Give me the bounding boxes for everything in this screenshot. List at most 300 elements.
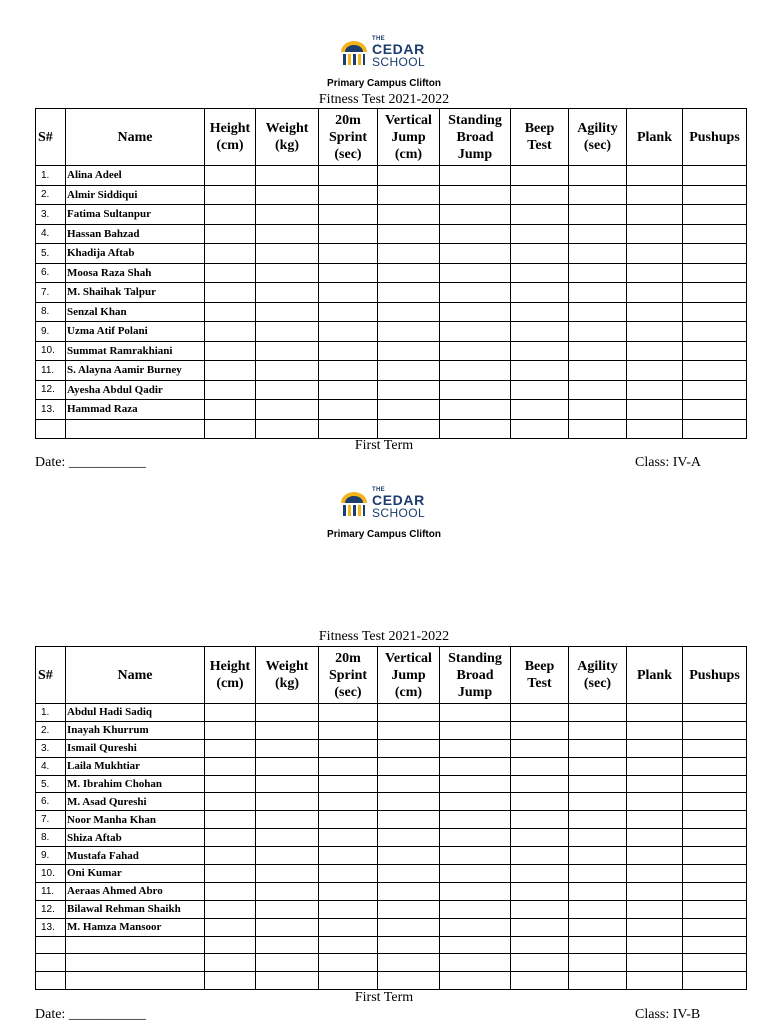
score-cell[interactable] — [683, 739, 747, 757]
score-cell[interactable] — [569, 322, 627, 342]
score-cell[interactable] — [440, 918, 511, 936]
serial-number-cell: 10. — [36, 865, 66, 883]
score-cell[interactable] — [511, 829, 569, 847]
score-cell[interactable] — [627, 739, 683, 757]
serial-number-cell: 6. — [36, 263, 66, 283]
score-cell[interactable] — [440, 829, 511, 847]
score-cell[interactable] — [683, 185, 747, 205]
score-cell[interactable] — [683, 224, 747, 244]
score-cell[interactable] — [627, 918, 683, 936]
score-cell[interactable] — [440, 704, 511, 722]
score-cell[interactable] — [378, 954, 440, 972]
score-cell[interactable] — [511, 757, 569, 775]
score-cell[interactable] — [683, 865, 747, 883]
score-cell[interactable] — [319, 918, 378, 936]
score-cell[interactable] — [627, 865, 683, 883]
score-cell[interactable] — [319, 361, 378, 381]
score-cell[interactable] — [511, 972, 569, 990]
column-header: 20m Sprint (sec) — [319, 647, 378, 704]
score-cell[interactable] — [511, 400, 569, 420]
student-name-cell: Bilawal Rehman Shaikh — [66, 900, 205, 918]
score-cell[interactable] — [205, 793, 256, 811]
score-cell[interactable] — [627, 793, 683, 811]
score-cell[interactable] — [569, 205, 627, 225]
score-cell[interactable] — [511, 721, 569, 739]
score-cell[interactable] — [256, 900, 319, 918]
score-cell[interactable] — [627, 954, 683, 972]
score-cell[interactable] — [569, 900, 627, 918]
score-cell[interactable] — [440, 972, 511, 990]
score-cell[interactable] — [569, 972, 627, 990]
score-cell[interactable] — [205, 166, 256, 186]
score-cell[interactable] — [683, 775, 747, 793]
score-cell[interactable] — [511, 847, 569, 865]
score-cell[interactable] — [319, 793, 378, 811]
score-cell[interactable] — [256, 882, 319, 900]
table-row — [36, 900, 747, 918]
score-cell[interactable] — [627, 936, 683, 954]
score-cell[interactable] — [319, 244, 378, 264]
score-cell[interactable] — [511, 341, 569, 361]
student-name-cell: Almir Siddiqui — [66, 185, 205, 205]
score-cell[interactable] — [511, 380, 569, 400]
score-cell[interactable] — [319, 380, 378, 400]
score-cell[interactable] — [569, 341, 627, 361]
score-cell[interactable] — [440, 865, 511, 883]
serial-number-cell: 13. — [36, 918, 66, 936]
score-cell[interactable] — [511, 704, 569, 722]
score-cell[interactable] — [440, 793, 511, 811]
score-cell[interactable] — [205, 739, 256, 757]
score-cell[interactable] — [205, 224, 256, 244]
score-cell[interactable] — [511, 918, 569, 936]
score-cell[interactable] — [205, 263, 256, 283]
score-cell[interactable] — [627, 811, 683, 829]
score-cell[interactable] — [378, 829, 440, 847]
score-cell[interactable] — [205, 972, 256, 990]
score-cell[interactable] — [205, 380, 256, 400]
score-cell[interactable] — [378, 972, 440, 990]
score-cell[interactable] — [511, 775, 569, 793]
score-cell[interactable] — [319, 283, 378, 303]
score-cell[interactable] — [683, 829, 747, 847]
score-cell[interactable] — [319, 419, 378, 439]
score-cell[interactable] — [627, 972, 683, 990]
score-cell[interactable] — [627, 847, 683, 865]
score-cell[interactable] — [569, 847, 627, 865]
score-cell[interactable] — [256, 322, 319, 342]
score-cell[interactable] — [319, 775, 378, 793]
score-cell[interactable] — [256, 419, 319, 439]
score-cell[interactable] — [378, 882, 440, 900]
score-cell[interactable] — [378, 936, 440, 954]
score-cell[interactable] — [319, 400, 378, 420]
score-cell[interactable] — [683, 361, 747, 381]
serial-number-cell: 2. — [36, 185, 66, 205]
score-cell[interactable] — [378, 322, 440, 342]
score-cell[interactable] — [378, 380, 440, 400]
score-cell[interactable] — [319, 865, 378, 883]
score-cell[interactable] — [627, 302, 683, 322]
score-cell[interactable] — [627, 775, 683, 793]
score-cell[interactable] — [440, 721, 511, 739]
score-cell[interactable] — [569, 283, 627, 303]
score-cell[interactable] — [319, 166, 378, 186]
score-cell[interactable] — [440, 185, 511, 205]
score-cell[interactable] — [683, 244, 747, 264]
score-cell[interactable] — [319, 954, 378, 972]
score-cell[interactable] — [440, 936, 511, 954]
score-cell[interactable] — [205, 704, 256, 722]
score-cell[interactable] — [683, 380, 747, 400]
score-cell[interactable] — [511, 263, 569, 283]
score-cell[interactable] — [683, 972, 747, 990]
score-cell[interactable] — [256, 757, 319, 775]
score-cell[interactable] — [256, 936, 319, 954]
score-cell[interactable] — [256, 865, 319, 883]
score-cell[interactable] — [205, 419, 256, 439]
score-cell[interactable] — [511, 166, 569, 186]
score-cell[interactable] — [205, 400, 256, 420]
score-cell[interactable] — [256, 954, 319, 972]
score-cell[interactable] — [205, 283, 256, 303]
score-cell[interactable] — [205, 361, 256, 381]
score-cell[interactable] — [378, 302, 440, 322]
score-cell[interactable] — [256, 400, 319, 420]
score-cell[interactable] — [569, 739, 627, 757]
score-cell[interactable] — [440, 263, 511, 283]
score-cell[interactable] — [205, 757, 256, 775]
score-cell[interactable] — [627, 721, 683, 739]
score-cell[interactable] — [683, 341, 747, 361]
score-cell[interactable] — [683, 847, 747, 865]
score-cell[interactable] — [569, 775, 627, 793]
score-cell[interactable] — [319, 721, 378, 739]
score-cell[interactable] — [627, 166, 683, 186]
score-cell[interactable] — [319, 811, 378, 829]
score-cell[interactable] — [683, 721, 747, 739]
score-cell[interactable] — [569, 704, 627, 722]
score-cell[interactable] — [440, 419, 511, 439]
score-cell[interactable] — [319, 341, 378, 361]
student-name-cell: Alina Adeel — [66, 166, 205, 186]
score-cell[interactable] — [256, 918, 319, 936]
score-cell[interactable] — [683, 918, 747, 936]
score-cell[interactable] — [683, 936, 747, 954]
score-cell[interactable] — [627, 704, 683, 722]
score-cell[interactable] — [627, 185, 683, 205]
score-cell[interactable] — [256, 185, 319, 205]
score-cell[interactable] — [440, 811, 511, 829]
score-cell[interactable] — [378, 721, 440, 739]
score-cell[interactable] — [319, 185, 378, 205]
score-cell[interactable] — [205, 954, 256, 972]
score-cell[interactable] — [683, 900, 747, 918]
score-cell[interactable] — [319, 224, 378, 244]
score-cell[interactable] — [256, 166, 319, 186]
score-cell[interactable] — [569, 757, 627, 775]
score-cell[interactable] — [378, 400, 440, 420]
score-cell[interactable] — [256, 380, 319, 400]
score-cell[interactable] — [319, 847, 378, 865]
student-name-cell: Inayah Khurrum — [66, 721, 205, 739]
score-cell[interactable] — [205, 811, 256, 829]
score-cell[interactable] — [569, 166, 627, 186]
score-cell[interactable] — [256, 739, 319, 757]
score-cell[interactable] — [569, 721, 627, 739]
score-cell[interactable] — [378, 166, 440, 186]
score-cell[interactable] — [205, 936, 256, 954]
score-cell[interactable] — [511, 302, 569, 322]
class-label: Class: IV-A — [635, 455, 701, 470]
score-cell[interactable] — [569, 865, 627, 883]
score-cell[interactable] — [627, 283, 683, 303]
score-cell[interactable] — [378, 704, 440, 722]
score-cell[interactable] — [683, 793, 747, 811]
score-cell[interactable] — [378, 185, 440, 205]
score-cell[interactable] — [256, 341, 319, 361]
score-cell[interactable] — [440, 361, 511, 381]
table-header-row — [36, 647, 747, 704]
score-cell[interactable] — [627, 900, 683, 918]
score-cell[interactable] — [205, 185, 256, 205]
score-cell[interactable] — [256, 244, 319, 264]
score-cell[interactable] — [256, 283, 319, 303]
score-cell[interactable] — [511, 224, 569, 244]
score-cell[interactable] — [511, 936, 569, 954]
score-cell[interactable] — [569, 224, 627, 244]
score-cell[interactable] — [256, 205, 319, 225]
student-name-cell: M. Hamza Mansoor — [66, 918, 205, 936]
score-cell[interactable] — [440, 757, 511, 775]
score-cell[interactable] — [319, 829, 378, 847]
score-cell[interactable] — [378, 847, 440, 865]
score-cell[interactable] — [511, 361, 569, 381]
score-cell[interactable] — [683, 263, 747, 283]
score-cell[interactable] — [569, 185, 627, 205]
score-cell[interactable] — [378, 419, 440, 439]
score-cell[interactable] — [511, 954, 569, 972]
score-cell[interactable] — [205, 882, 256, 900]
score-cell[interactable] — [256, 721, 319, 739]
score-cell[interactable] — [569, 361, 627, 381]
score-cell[interactable] — [440, 166, 511, 186]
score-cell[interactable] — [569, 244, 627, 264]
score-cell[interactable] — [205, 847, 256, 865]
score-cell[interactable] — [256, 224, 319, 244]
score-cell[interactable] — [511, 322, 569, 342]
score-cell[interactable] — [569, 811, 627, 829]
score-cell[interactable] — [319, 757, 378, 775]
score-cell[interactable] — [511, 244, 569, 264]
score-cell[interactable] — [440, 283, 511, 303]
score-cell[interactable] — [511, 283, 569, 303]
score-cell[interactable] — [627, 341, 683, 361]
serial-number-cell — [36, 954, 66, 972]
score-cell[interactable] — [378, 811, 440, 829]
score-cell[interactable] — [683, 322, 747, 342]
score-cell[interactable] — [378, 793, 440, 811]
score-cell[interactable] — [205, 900, 256, 918]
student-name-cell: Moosa Raza Shah — [66, 263, 205, 283]
score-cell[interactable] — [569, 793, 627, 811]
score-cell[interactable] — [205, 322, 256, 342]
score-cell[interactable] — [205, 302, 256, 322]
score-cell[interactable] — [205, 918, 256, 936]
student-name-cell — [66, 954, 205, 972]
score-cell[interactable] — [205, 721, 256, 739]
score-cell[interactable] — [683, 757, 747, 775]
score-cell[interactable] — [440, 954, 511, 972]
score-cell[interactable] — [627, 205, 683, 225]
score-cell[interactable] — [627, 829, 683, 847]
score-cell[interactable] — [440, 224, 511, 244]
score-cell[interactable] — [569, 302, 627, 322]
score-cell[interactable] — [378, 341, 440, 361]
score-cell[interactable] — [627, 244, 683, 264]
score-cell[interactable] — [256, 302, 319, 322]
score-cell[interactable] — [569, 419, 627, 439]
score-cell[interactable] — [256, 972, 319, 990]
score-cell[interactable] — [440, 244, 511, 264]
score-cell[interactable] — [205, 829, 256, 847]
student-name-cell: Fatima Sultanpur — [66, 205, 205, 225]
score-cell[interactable] — [378, 739, 440, 757]
score-cell[interactable] — [569, 954, 627, 972]
score-cell[interactable] — [511, 882, 569, 900]
score-cell[interactable] — [511, 419, 569, 439]
serial-number-cell — [36, 972, 66, 990]
score-cell[interactable] — [440, 882, 511, 900]
score-cell[interactable] — [683, 704, 747, 722]
score-cell[interactable] — [440, 739, 511, 757]
score-cell[interactable] — [569, 936, 627, 954]
student-rows — [36, 166, 747, 439]
score-cell[interactable] — [569, 380, 627, 400]
serial-number-cell: 1. — [36, 166, 66, 186]
score-cell[interactable] — [627, 322, 683, 342]
score-cell[interactable] — [440, 302, 511, 322]
score-cell[interactable] — [683, 166, 747, 186]
score-cell[interactable] — [378, 775, 440, 793]
score-cell[interactable] — [256, 811, 319, 829]
column-header: Weight (kg) — [256, 647, 319, 704]
score-cell[interactable] — [205, 341, 256, 361]
score-cell[interactable] — [683, 205, 747, 225]
score-cell[interactable] — [319, 205, 378, 225]
score-cell[interactable] — [569, 882, 627, 900]
score-cell[interactable] — [256, 361, 319, 381]
score-cell[interactable] — [319, 322, 378, 342]
score-cell[interactable] — [378, 224, 440, 244]
score-cell[interactable] — [378, 900, 440, 918]
score-cell[interactable] — [511, 811, 569, 829]
score-cell[interactable] — [319, 302, 378, 322]
score-cell[interactable] — [440, 205, 511, 225]
section-title: Fitness Test 2021-2022 — [318, 92, 450, 107]
fitness-table-iv-b — [35, 646, 747, 990]
table-row — [36, 936, 747, 954]
score-cell[interactable] — [256, 263, 319, 283]
score-cell[interactable] — [569, 263, 627, 283]
score-cell[interactable] — [683, 283, 747, 303]
score-cell[interactable] — [683, 882, 747, 900]
score-cell[interactable] — [511, 900, 569, 918]
score-cell[interactable] — [683, 954, 747, 972]
score-cell[interactable] — [627, 882, 683, 900]
score-cell[interactable] — [378, 283, 440, 303]
score-cell[interactable] — [319, 263, 378, 283]
score-cell[interactable] — [627, 380, 683, 400]
score-cell[interactable] — [569, 829, 627, 847]
score-cell[interactable] — [256, 704, 319, 722]
table-row — [36, 380, 747, 400]
date-field: Date: ___________ — [35, 455, 146, 470]
score-cell[interactable] — [627, 757, 683, 775]
score-cell[interactable] — [627, 419, 683, 439]
score-cell[interactable] — [683, 302, 747, 322]
score-cell[interactable] — [440, 900, 511, 918]
score-cell[interactable] — [569, 918, 627, 936]
score-cell[interactable] — [440, 322, 511, 342]
score-cell[interactable] — [511, 793, 569, 811]
score-cell[interactable] — [378, 205, 440, 225]
score-cell[interactable] — [319, 739, 378, 757]
score-cell[interactable] — [319, 704, 378, 722]
section-title: Fitness Test 2021-2022 — [318, 629, 450, 644]
score-cell[interactable] — [319, 900, 378, 918]
score-cell[interactable] — [319, 882, 378, 900]
score-cell[interactable] — [205, 244, 256, 264]
student-name-cell: Hammad Raza — [66, 400, 205, 420]
score-cell[interactable] — [319, 972, 378, 990]
score-cell[interactable] — [440, 341, 511, 361]
score-cell[interactable] — [256, 775, 319, 793]
score-cell[interactable] — [256, 793, 319, 811]
score-cell[interactable] — [319, 936, 378, 954]
score-cell[interactable] — [440, 775, 511, 793]
column-header: Agility (sec) — [569, 647, 627, 704]
score-cell[interactable] — [378, 918, 440, 936]
score-cell[interactable] — [205, 205, 256, 225]
student-name-cell: S. Alayna Aamir Burney — [66, 361, 205, 381]
score-cell[interactable] — [205, 775, 256, 793]
score-cell[interactable] — [511, 205, 569, 225]
score-cell[interactable] — [378, 865, 440, 883]
score-cell[interactable] — [627, 400, 683, 420]
score-cell[interactable] — [511, 865, 569, 883]
score-cell[interactable] — [256, 847, 319, 865]
score-cell[interactable] — [378, 244, 440, 264]
score-cell[interactable] — [627, 263, 683, 283]
score-cell[interactable] — [440, 847, 511, 865]
score-cell[interactable] — [683, 419, 747, 439]
score-cell[interactable] — [683, 400, 747, 420]
score-cell[interactable] — [378, 263, 440, 283]
score-cell[interactable] — [511, 739, 569, 757]
score-cell[interactable] — [627, 361, 683, 381]
score-cell[interactable] — [440, 380, 511, 400]
score-cell[interactable] — [378, 757, 440, 775]
score-cell[interactable] — [627, 224, 683, 244]
score-cell[interactable] — [511, 185, 569, 205]
score-cell[interactable] — [569, 400, 627, 420]
score-cell[interactable] — [378, 361, 440, 381]
score-cell[interactable] — [440, 400, 511, 420]
score-cell[interactable] — [256, 829, 319, 847]
score-cell[interactable] — [683, 811, 747, 829]
score-cell[interactable] — [205, 865, 256, 883]
